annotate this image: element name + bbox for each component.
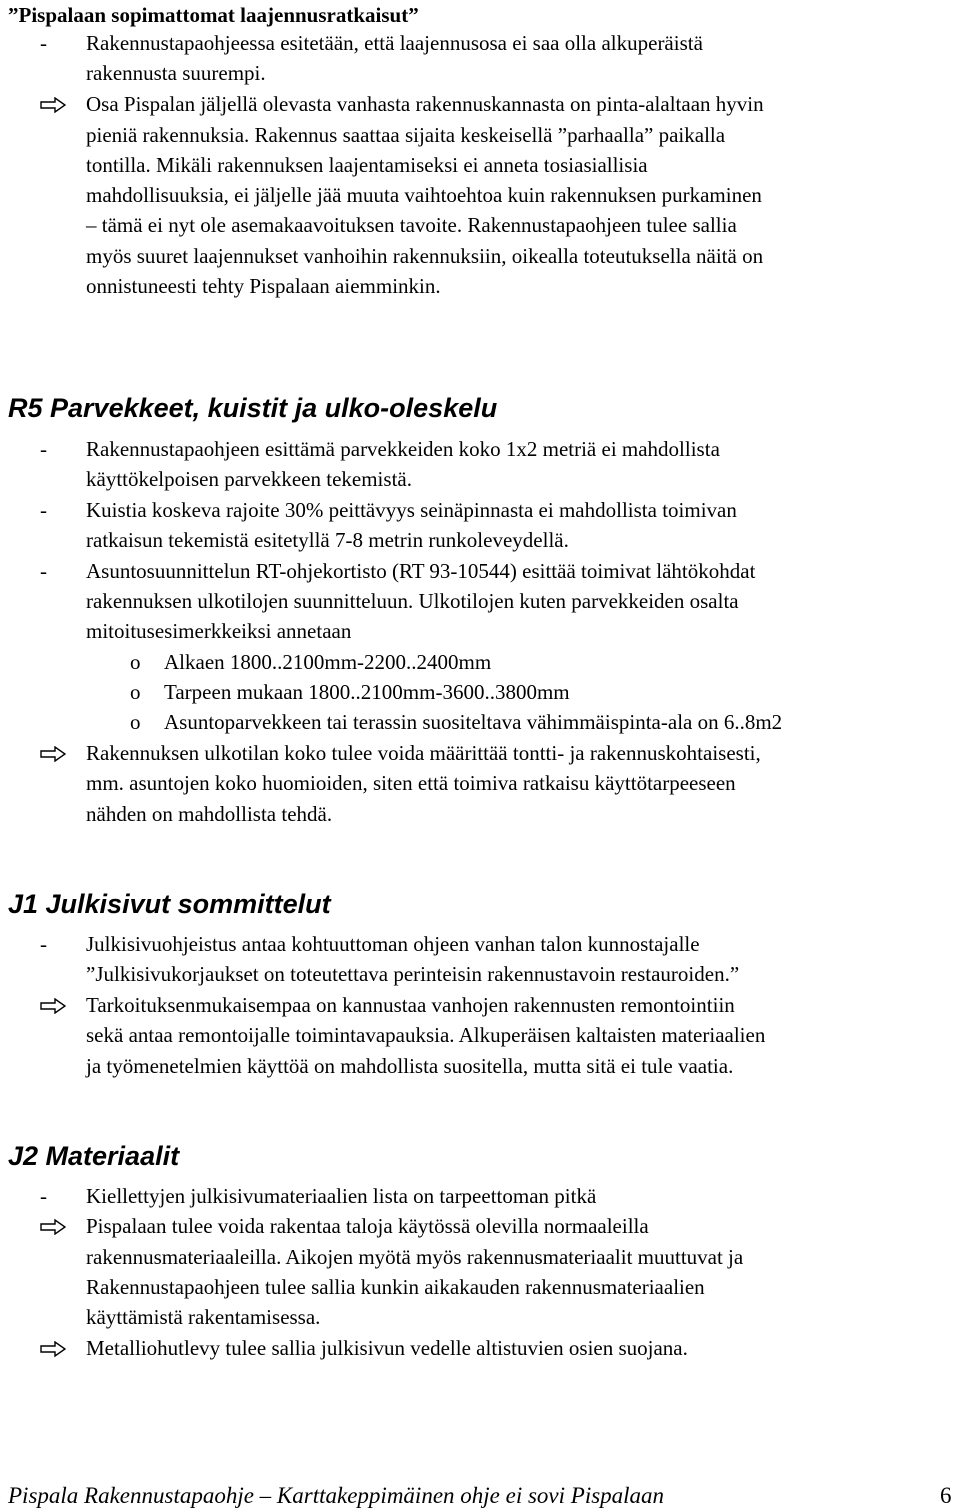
paragraph-line: Rakennustapaohjeen esittämä parvekkeiden koko 1x2 metriä ei mahdollista [86,437,720,461]
arrow-bullet-icon [40,998,66,1014]
paragraph-line: pieniä rakennuksia. Rakennus saattaa sijaita keskeisellä ”parhaalla” paikalla [86,123,726,147]
sub-bullet: o [130,680,141,704]
paragraph-line: Osa Pispalan jäljellä olevasta vanhasta rakennuskannasta on pinta-alaltaan hyvin [86,92,764,116]
dash-bullet: - [40,31,47,55]
dash-bullet: - [40,1184,47,1208]
paragraph-line: myös suuret laajennukset vanhoihin rakennuksiin, oikealla toteutuksella näitä on [86,244,764,268]
paragraph-line: tontilla. Mikäli rakennuksen laajentamiseksi ei anneta tosiasiallisia [86,153,648,177]
dash-bullet: - [40,559,47,583]
sub-item: Asuntoparvekkeen tai terassin suositeltava vähimmäispinta-ala on 6..8m2 [164,710,783,734]
paragraph-line: käyttämistä rakentamisessa. [86,1305,321,1329]
arrow-bullet-icon [40,97,66,113]
sub-bullet: o [130,710,141,734]
arrow-bullet-icon [40,1219,66,1235]
paragraph-line: ja työmenetelmien käyttöä on mahdollista suositella, mutta sitä ei tule vaatia. [86,1054,734,1078]
paragraph-line: mahdollisuuksia, ei jäljelle jää muuta vaihtoehtoa kuin rakennuksen purkaminen [86,183,762,207]
section-title: ”Pispalaan sopimattomat laajennusratkaisut” [8,3,419,27]
paragraph-line: Julkisivuohjeistus antaa kohtuuttoman ohjeen vanhan talon kunnostajalle [86,932,700,956]
paragraph-line: Rakennustapaohjeen tulee sallia kunkin aikakauden rakennusmateriaalien [86,1275,705,1299]
paragraph-line: sekä antaa remontoijalle toimintavapauksia. Alkuperäisen kaltaisten materiaalien [86,1023,766,1047]
paragraph-line: käyttökelpoisen parvekkeen tekemistä. [86,467,412,491]
paragraph-line: – tämä ei nyt ole asemakaavoituksen tavoite. Rakennustapaohjeen tulee sallia [86,213,737,237]
paragraph-line: mm. asuntojen koko huomioiden, siten että toimiva ratkaisu käyttötarpeeseen [86,771,736,795]
paragraph-line: Kuistia koskeva rajoite 30% peittävyys seinäpinnasta ei mahdollista toimivan [86,498,737,522]
paragraph-line: mitoitusesimerkkeiksi annetaan [86,619,352,643]
paragraph-line: ratkaisun tekemistä esitetyllä 7-8 metrin runkoleveydellä. [86,528,569,552]
paragraph-line: onnistuneesti tehty Pispalaan aiemminkin. [86,274,441,298]
section-heading-j1: J1 Julkisivut sommittelut [8,889,331,919]
paragraph-line: rakennuksen ulkotilojen suunnitteluun. Ulkotilojen kuten parvekkeiden osalta [86,589,739,613]
paragraph-line: Kiellettyjen julkisivumateriaalien lista on tarpeettoman pitkä [86,1184,597,1208]
dash-bullet: - [40,498,47,522]
paragraph-line: Rakennuksen ulkotilan koko tulee voida määrittää tontti- ja rakennuskohtaisesti, [86,741,761,765]
dash-bullet: - [40,437,47,461]
paragraph-line: Asuntosuunnittelun RT-ohjekortisto (RT 93-10544) esittää toimivat lähtökohdat [86,559,756,583]
arrow-bullet-icon [40,1341,66,1357]
sub-item: Tarpeen mukaan 1800..2100mm-3600..3800mm [164,680,570,704]
paragraph-line: Pispalaan tulee voida rakentaa taloja käytössä olevilla normaaleilla [86,1214,649,1238]
paragraph-line: rakennusta suurempi. [86,61,266,85]
sub-bullet: o [130,650,141,674]
dash-bullet: - [40,932,47,956]
paragraph-line: nähden on mahdollista tehdä. [86,802,333,826]
paragraph-line: Rakennustapaohjeessa esitetään, että laajennusosa ei saa olla alkuperäistä [86,31,703,55]
sub-item: Alkaen 1800..2100mm-2200..2400mm [164,650,492,674]
paragraph-line: ”Julkisivukorjaukset on toteutettava perinteisin rakennustavoin restauroiden.” [86,962,740,986]
section-heading-j2: J2 Materiaalit [8,1141,180,1171]
page-number: 6 [940,1483,952,1508]
footer-title: Pispala Rakennustapaohje – Karttakeppimäinen ohje ei sovi Pispalaan [8,1483,665,1508]
arrow-bullet-icon [40,746,66,762]
paragraph-line: Tarkoituksenmukaisempaa on kannustaa vanhojen rakennusten remontointiin [86,993,735,1017]
paragraph-line: Metalliohutlevy tulee sallia julkisivun vedelle altistuvien osien suojana. [86,1336,688,1360]
paragraph-line: rakennusmateriaaleilla. Aikojen myötä myös rakennusmateriaalit muuttuvat ja [86,1245,744,1269]
section-heading-r5: R5 Parvekkeet, kuistit ja ulko-oleskelu [8,393,498,423]
